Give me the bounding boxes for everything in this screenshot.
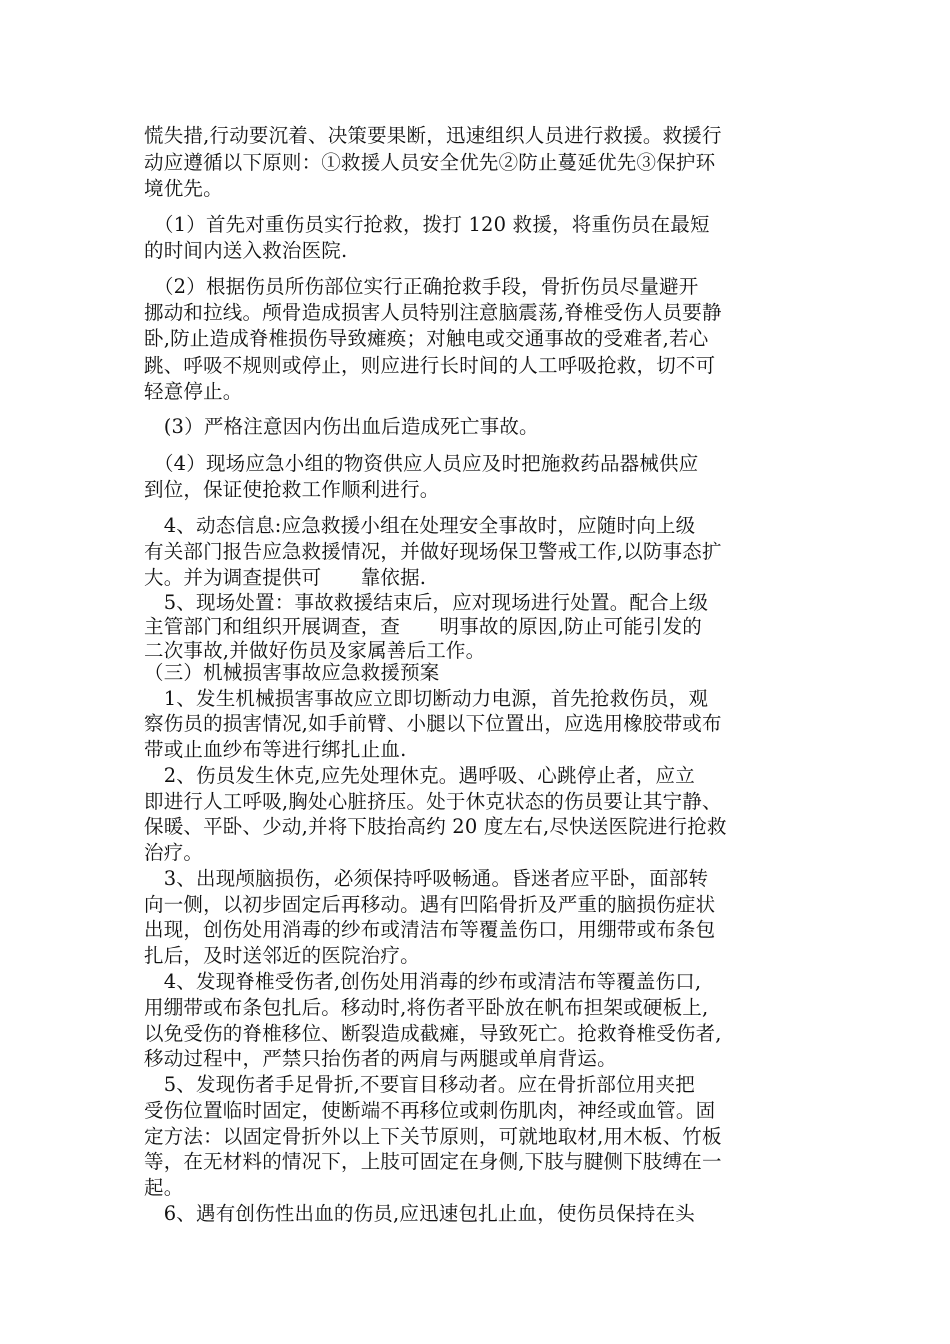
text-line: 到位，保证使抢救工作顺利进行。 xyxy=(144,478,440,501)
text-line: 有关部门报告应急救援情况，并做好现场保卫警戒工作,以防事态扩 xyxy=(144,540,722,563)
text-line: 移动过程中，严禁只抬伤者的两肩与两腿或单肩背运。 xyxy=(144,1047,617,1070)
text-line: 3、出现颅脑损伤，必须保持呼吸畅通。昏迷者应平卧，面部转 xyxy=(144,867,709,890)
text-line: 扎后，及时送邻近的医院治疗。 xyxy=(144,944,420,967)
text-line: 6、遇有创伤性出血的伤员,应迅速包扎止血，使伤员保持在头 xyxy=(144,1202,695,1225)
text-line: 挪动和拉线。颅骨造成损害人员特别注意脑震荡,脊椎受伤人员要静 xyxy=(144,301,722,324)
text-line: 等，在无材料的情况下，上肢可固定在身侧,下肢与腱侧下肢缚在一 xyxy=(144,1150,722,1173)
text-line: 向一侧，以初步固定后再移动。遇有凹陷骨折及严重的脑损伤症状 xyxy=(144,893,716,916)
text-line: 用绷带或布条包扎后。移动时,将伤者平卧放在帆布担架或硬板上, xyxy=(144,996,709,1019)
text-line: 4、发现脊椎受伤者,创伤处用消毒的纱布或清洁布等覆盖伤口, xyxy=(144,970,702,993)
text-line: 带或止血纱布等进行绑扎止血. xyxy=(144,738,407,761)
text-line: 境优先。 xyxy=(144,177,223,200)
text-line: 即进行人工呼吸,胸处心脏挤压。处于休克状态的伤员要让其宁静、 xyxy=(144,790,722,813)
text-line: 保暖、平卧、少动,并将下肢抬高约 20 度左右,尽快送医院进行抢救 xyxy=(144,815,727,838)
text-line: 察伤员的损害情况,如手前臂、小腿以下位置出，应选用橡胶带或布 xyxy=(144,712,722,735)
text-line: 1、发生机械损害事故应立即切断动力电源，首先抢救伤员，观 xyxy=(144,687,709,710)
text-line: 卧,防止造成脊椎损伤导致瘫痪；对触电或交通事故的受难者,若心 xyxy=(144,327,709,350)
text-line: 跳、呼吸不规则或停止，则应进行长时间的人工呼吸抢救，切不可 xyxy=(144,354,716,377)
text-line: 起。 xyxy=(144,1176,184,1199)
text-line: 受伤位置临时固定，使断端不再移位或刺伤肌肉，神经或血管。固 xyxy=(144,1099,716,1122)
text-line: 5、现场处置：事故救援结束后，应对现场进行处置。配合上级 xyxy=(144,591,709,614)
text-line: 大。并为调查提供可 靠依据. xyxy=(144,566,427,589)
text-line: 出现，创伤处用消毒的纱布或清洁布等覆盖伤口，用绷带或布条包 xyxy=(144,918,716,941)
text-line: 4、动态信息:应急救援小组在处理安全事故时，应随时向上级 xyxy=(144,514,696,537)
text-line: （2）根据伤员所伤部位实行正确抢救手段，骨折伤员尽量避开 xyxy=(144,275,699,298)
text-line: 5、发现伤者手足骨折,不要盲目移动者。应在骨折部位用夹把 xyxy=(144,1073,695,1096)
text-line: 主管部门和组织开展调查，查 明事故的原因,防止可能引发的 xyxy=(144,615,702,638)
section-heading: （三）机械损害事故应急救援预案 xyxy=(144,661,440,684)
text-line: 轻意停止。 xyxy=(144,380,243,403)
text-line: （1）首先对重伤员实行抢救，拨打 120 救援，将重伤员在最短 xyxy=(144,213,710,236)
text-line: 以免受伤的脊椎移位、断裂造成截瘫，导致死亡。抢救脊椎受伤者, xyxy=(144,1022,722,1045)
text-line: 治疗。 xyxy=(144,841,204,864)
text-line: 定方法：以固定骨折外以上下关节原则，可就地取材,用木板、竹板 xyxy=(144,1125,722,1148)
text-line: 二次事故,并做好伤员及家属善后工作。 xyxy=(144,639,486,662)
text-line: （4）现场应急小组的物资供应人员应及时把施救药品器械供应 xyxy=(144,452,699,475)
text-line: 2、伤员发生休克,应先处理休克。遇呼吸、心跳停止者，应立 xyxy=(144,764,695,787)
text-line: (3）严格注意因内伤出血后造成死亡事故。 xyxy=(144,415,539,438)
text-line: 的时间内送入救治医院. xyxy=(144,239,348,262)
text-line: 慌失措,行动要沉着、决策要果断，迅速组织人员进行救援。救援行 xyxy=(144,124,722,147)
text-line: 动应遵循以下原则：①救援人员安全优先②防止蔓延优先③保护环 xyxy=(144,151,716,174)
